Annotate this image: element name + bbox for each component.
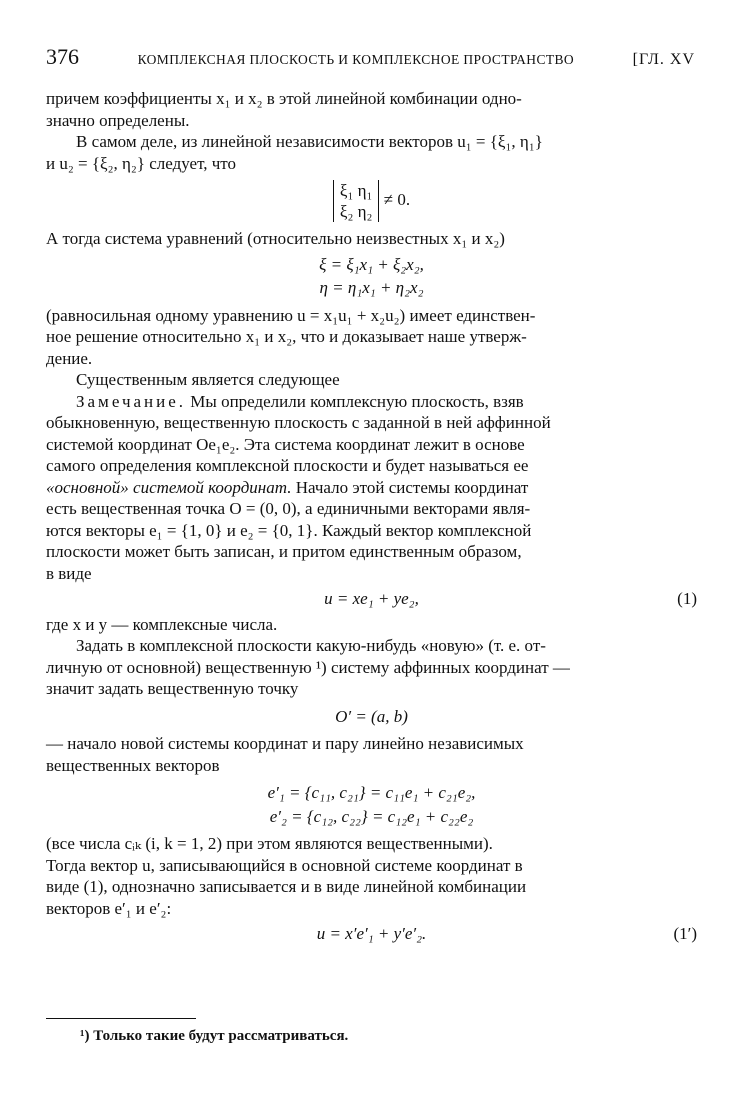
equation-origin: O′ = (a, b) (335, 706, 408, 726)
italic-term: «основной» системой координат. (46, 477, 292, 497)
text-line: плоскости может быть записан, и притом единственным образом, (46, 542, 522, 561)
text-line: Тогда вектор u, записывающийся в основной системе координат в (46, 855, 523, 875)
text-line: где x и y — комплексные числа. (46, 614, 278, 634)
text-line: в виде (46, 563, 92, 583)
text-line: виде (1), однозначно записывается и в виде линейной комбинации (46, 877, 527, 896)
text-line: векторов e′₁ и e′₂: (46, 898, 172, 918)
text-line: значит задать вещественную точку (46, 679, 299, 698)
remark-word: Замечание. (76, 391, 187, 411)
text-line: Существенным является следующее (76, 370, 340, 389)
text-line: значно определены. (46, 110, 190, 130)
text-line: В самом деле, из линейной независимости векторов u₁ = {ξ₁, η₁} (76, 132, 543, 151)
equation-1-prime (46, 923, 697, 945)
equation-e1prime: e′₁ = {c₁₁, c₂₁} = c₁₁e₁ + c₂₁e₂, (267, 783, 476, 802)
text-line: дение. (46, 348, 93, 368)
equation-1-body: u = xe₁ + ye₂, (324, 589, 419, 608)
text-line: обыкновенную, вещественную плоскость с заданной в ней аффинной (46, 413, 551, 432)
equation-xi: ξ = ξ₁x₁ + ξ₂x₂, (319, 254, 424, 274)
determinant-equation (46, 180, 697, 222)
footnote-divider (46, 1018, 196, 1019)
equation-eta: η = η₁x₁ + η₂x₂ (319, 278, 424, 297)
remark-text: Мы определили комплексную плоскость, взяв (190, 391, 524, 411)
text-line: есть вещественная точка O = (0, 0), а единичными векторами явля- (46, 499, 531, 518)
chapter-label: [ГЛ. XV (632, 51, 695, 68)
equation-1 (46, 588, 697, 610)
determinant-rhs: ≠ 0. (383, 189, 411, 209)
text-line: — начало новой системы координат и пару линейно независимых (46, 734, 524, 753)
page-number: 376 (46, 44, 79, 69)
text-line: (все числа cᵢₖ (i, k = 1, 2) при этом являются вещественными). (46, 834, 493, 853)
equation-e2prime: e′₂ = {c₁₂, c₂₂} = c₁₂e₁ + c₂₂e₂ (269, 806, 474, 826)
equation-1-prime-number: (1′) (673, 924, 697, 943)
text-line: личную от основной) вещественную ¹) систему аффинных координат — (46, 657, 570, 677)
equation-1-prime-body: u = x′e′₁ + y′e′₂. (316, 924, 427, 943)
remark-line (46, 391, 697, 413)
page-body (46, 88, 697, 949)
equation-1-number: (1) (677, 589, 697, 608)
page-header (46, 44, 695, 78)
text-line: причем коэффициенты x₁ и x₂ в этой линейной комбинации одно- (46, 89, 522, 108)
determinant (333, 180, 380, 222)
text-span: Начало этой системы координат (295, 477, 529, 497)
text-line: Задать в комплексной плоскости какую-нибудь «новую» (т. е. от- (76, 636, 546, 655)
determinant-row: ξ₁ η₁ (339, 181, 373, 200)
text-line: системой координат Oe₁e₂. Эта система координат лежит в основе (46, 434, 525, 454)
text-line: (равносильная одному уравнению u = x₁u₁ + x₂u₂) имеет единствен- (46, 305, 536, 325)
text-line: ное решение относительно x₁ и x₂, что и доказывает наше утверж- (46, 327, 527, 346)
text-line: самого определения комплексной плоскости и будет называться ее (46, 456, 529, 475)
running-title: КОМПЛЕКСНАЯ ПЛОСКОСТЬ И КОМПЛЕКСНОЕ ПРОСТРАНСТВО (137, 52, 575, 67)
determinant-row: ξ₂ η₂ (339, 202, 373, 221)
text-line: ются векторы e₁ = {1, 0} и e₂ = {0, 1}. Каждый вектор комплексной (46, 520, 532, 540)
footnote: ¹) Только такие будут рассматриваться. (80, 1028, 349, 1044)
text-line: А тогда система уравнений (относительно неизвестных x₁ и x₂) (46, 229, 505, 248)
text-line: и u₂ = {ξ₂, η₂} следует, что (46, 153, 236, 173)
text-line: вещественных векторов (46, 755, 220, 775)
text-line (46, 477, 697, 499)
